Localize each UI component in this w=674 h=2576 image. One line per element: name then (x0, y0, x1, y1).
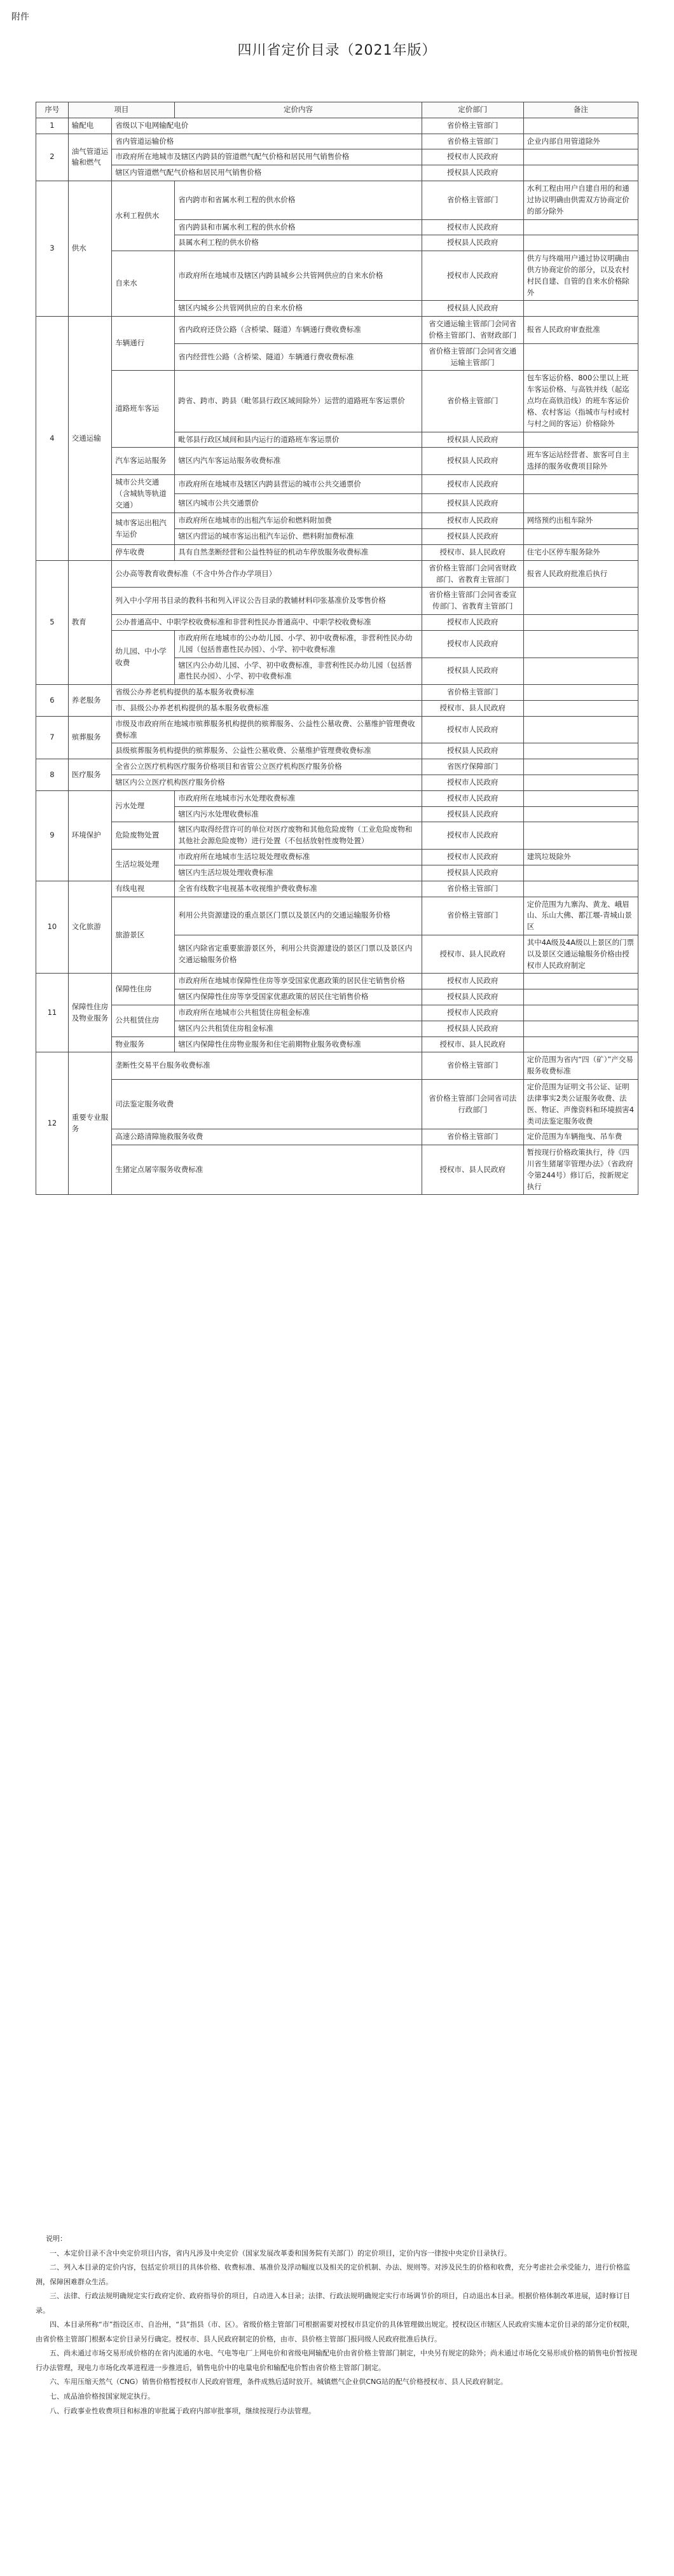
row-dept: 省价格主管部门会同省委宣传部门、省教育主管部门 (422, 588, 523, 615)
row-content: 跨省、跨市、跨县（毗邻县行政区域间除外）运营的道路班车客运票价 (175, 371, 422, 432)
row-content: 省内经营性公路（含桥梁、隧道）车辆通行费收费标准 (175, 343, 422, 371)
row-content: 辖区内城乡公共管网供应的自来水价格 (175, 301, 422, 317)
row-item: 保障性住房及物业服务 (68, 974, 112, 1052)
row-note (523, 806, 638, 822)
row-note: 其中4A级及4A级以上景区的门票以及景区交通运输服务价格由授权市人民政府制定 (523, 935, 638, 973)
notes-section (36, 2232, 638, 2418)
row-content: 公办高等教育收费标准（不含中外合作办学项目） (112, 560, 422, 588)
table-row (36, 850, 638, 865)
row-note (523, 759, 638, 775)
row-dept: 授权市人民政府 (422, 790, 523, 806)
row-dept: 省价格主管部门 (422, 181, 523, 219)
row-subitem: 道路班车客运 (112, 371, 175, 448)
row-subitem: 有线电视 (112, 881, 175, 897)
row-dept: 授权县人民政府 (422, 529, 523, 545)
row-subitem: 城市客运出租汽车运价 (112, 513, 175, 545)
row-dept: 授权县人民政府 (422, 165, 523, 181)
row-note (523, 989, 638, 1005)
row-dept: 省价格主管部门 (422, 1129, 523, 1145)
row-content: 辖区内营运的城市客运出租汽车运价、燃料附加费标准 (175, 529, 422, 545)
row-note (523, 822, 638, 850)
row-note: 水利工程由用户自建自用的和通过协议明确由供需双方协商定价的部分除外 (523, 181, 638, 219)
row-dept: 省医疗保障部门 (422, 759, 523, 775)
row-dept: 授权市人民政府 (422, 822, 523, 850)
row-dept: 授权县人民政府 (422, 806, 523, 822)
table-row (36, 974, 638, 989)
row-item: 教育 (68, 560, 112, 684)
row-dept: 授权市人民政府 (422, 974, 523, 989)
row-content: 省内政府还贷公路（含桥梁、隧道）车辆通行费收费标准 (175, 317, 422, 344)
row-content: 市级及市政府所在地城市殡葬服务机构提供的殡葬服务、公益性公墓收费、公墓维护管理费收费标准 (112, 716, 422, 743)
row-content: 省内管道运输价格 (112, 134, 422, 149)
row-note: 定价范围为车辆拖曳、吊车费 (523, 1129, 638, 1145)
row-dept: 授权市、县人民政府 (422, 700, 523, 716)
row-content: 辖区内保障性住房等享受国家优惠政策的居民住宅销售价格 (175, 989, 422, 1005)
row-seq: 1 (36, 118, 69, 134)
row-note (523, 700, 638, 716)
row-content: 辖区内公共租赁住房租金标准 (175, 1021, 422, 1037)
table-row (36, 897, 638, 935)
row-note: 企业内部自用管道除外 (523, 134, 638, 149)
row-note (523, 588, 638, 615)
row-dept: 授权市人民政府 (422, 716, 523, 743)
row-subitem: 公共租赁住房 (112, 1005, 175, 1037)
row-content: 辖区内汽车客运站服务收费标准 (175, 448, 422, 475)
row-content: 辖区内生活垃圾处理收费标准 (175, 865, 422, 881)
table-row (36, 317, 638, 344)
row-seq: 3 (36, 181, 69, 317)
row-note: 定价范围为证明文书公证、证明法律事实2类公证服务收费、法医、物证、声像资料和环境损害4类司法鉴定服务收费 (523, 1080, 638, 1129)
table-row (36, 630, 638, 658)
row-note (523, 881, 638, 897)
row-item: 环境保护 (68, 790, 112, 881)
row-dept: 省价格主管部门 (422, 371, 523, 432)
row-note (523, 235, 638, 251)
table-header-row (36, 102, 638, 118)
row-note (523, 165, 638, 181)
row-dept: 省价格主管部门会同省交通运输主管部门 (422, 343, 523, 371)
row-content: 市政府所在地城市的公办幼儿园、小学、初中收费标准，非营利性民办幼儿园（包括普惠性民办园）、小学、初中收费标准 (175, 630, 422, 658)
row-seq: 5 (36, 560, 69, 684)
header-dept: 定价部门 (422, 102, 523, 118)
row-dept: 授权市人民政府 (422, 513, 523, 529)
table-row (36, 700, 638, 716)
row-content: 辖区内管道燃气配气价格和居民用气销售价格 (112, 165, 422, 181)
row-note (523, 790, 638, 806)
row-item: 油气管道运输和燃气 (68, 134, 112, 181)
row-note (523, 1005, 638, 1021)
row-item: 交通运输 (68, 317, 112, 561)
table-row (36, 560, 638, 588)
row-subitem: 水利工程供水 (112, 181, 175, 251)
row-note (523, 685, 638, 701)
row-subitem: 自来水 (112, 251, 175, 317)
table-row (36, 743, 638, 759)
row-note: 定价范围为省内“四（矿）”产交易服务收费标准 (523, 1052, 638, 1080)
row-dept: 授权县人民政府 (422, 865, 523, 881)
table-row (36, 1145, 638, 1195)
row-note (523, 343, 638, 371)
row-dept: 省价格主管部门 (422, 897, 523, 935)
row-item: 文化旅游 (68, 881, 112, 974)
row-item: 供水 (68, 181, 112, 317)
row-dept: 省价格主管部门会同省司法行政部门 (422, 1080, 523, 1129)
row-content: 辖区内公办幼儿园、小学、初中收费标准，非营利性民办幼儿园（包括普惠性民办园）、小学、初中收费标准 (175, 658, 422, 685)
row-content: 市政府所在地城市保障性住房等享受国家优惠政策的居民住宅销售价格 (175, 974, 422, 989)
row-content: 辖区内公立医疗机构医疗服务价格 (112, 775, 422, 791)
table-row (36, 1129, 638, 1145)
row-dept: 授权市人民政府 (422, 630, 523, 658)
row-note: 建筑垃圾除外 (523, 850, 638, 865)
row-content: 生猪定点屠宰服务收费标准 (112, 1145, 422, 1195)
row-dept: 授权市、县人民政府 (422, 1037, 523, 1052)
row-subitem: 旅游景区 (112, 897, 175, 974)
row-content: 市、县级公办养老机构提供的基本服务收费标准 (112, 700, 422, 716)
row-content: 辖区内保障性住房物业服务和住宅前期物业服务收费标准 (175, 1037, 422, 1052)
table-row (36, 1052, 638, 1080)
row-note (523, 219, 638, 235)
note-paragraph: 五、尚未通过市场交易形成价格的在省内流通的水电、气电等电厂上网电价和省级电网输配电价由省价格主管部门制定，中央另有规定的除外；尚未通过市场化交易形成价格的销售电价暂按现行办法管理，现电力市场化改革进程进一步推进后，销售电价中的电量电价和输配电价暂由省价格主管部门制定。 (36, 2349, 637, 2372)
row-note (523, 529, 638, 545)
note-paragraph: 三、法律、行政法规明确规定实行政府定价、政府指导价的项目，自动进入本目录；法律、行政法规明确规定实行市场调节价的项目，自动退出本目录。根据价格体制改革进展，适时修订目录。 (36, 2292, 630, 2315)
table-row (36, 615, 638, 631)
appendix-label: 附件 (11, 12, 29, 22)
row-content: 利用公共资源建设的重点景区门票以及景区内的交通运输服务价格 (175, 897, 422, 935)
row-dept: 省价格主管部门 (422, 134, 523, 149)
row-seq: 8 (36, 759, 69, 791)
table-row (36, 448, 638, 475)
row-content: 市政府所在地城市及辖区内跨县营运的城市公共交通票价 (175, 474, 422, 493)
row-note (523, 865, 638, 881)
row-content: 县级殡葬服务机构提供的殡葬服务、公益性公墓收费、公墓维护管理费收费标准 (112, 743, 422, 759)
row-content: 全省公立医疗机构医疗服务价格项目和省管公立医疗机构医疗服务价格 (112, 759, 422, 775)
table-row (36, 165, 638, 181)
row-dept: 授权县人民政府 (422, 448, 523, 475)
price-catalog-table (36, 102, 638, 1195)
note-paragraph: 六、车用压缩天然气（CNG）销售价格暂授权市人民政府管理，条件成熟后适时放开。城镇燃气企业供CNG站的配气价格授权市、县人民政府制定。 (50, 2378, 507, 2387)
table-row (36, 881, 638, 897)
row-content: 全省有线数字电视基本收视维护费收费标准 (175, 881, 422, 897)
table-row (36, 371, 638, 432)
row-content: 省级以下电网输配电价 (112, 118, 422, 134)
header-item: 项目 (68, 102, 175, 118)
table-row (36, 790, 638, 806)
row-seq: 2 (36, 134, 69, 181)
row-note: 定价范围为九寨沟、黄龙、峨眉山、乐山大佛、都江堰-青城山景区 (523, 897, 638, 935)
row-note: 供方与终端用户通过协议明确由供方协商定价的部分，以及农村村民自建、自管的自来水价格除外 (523, 251, 638, 301)
table-row (36, 545, 638, 561)
row-item: 殡葬服务 (68, 716, 112, 759)
row-subitem: 危险废物处置 (112, 822, 175, 850)
row-note: 班车客运站经营者、旅客可自主选择的服务收费项目除外 (523, 448, 638, 475)
row-item: 养老服务 (68, 685, 112, 717)
row-dept: 省价格主管部门 (422, 1052, 523, 1080)
table-row (36, 474, 638, 493)
row-note (523, 432, 638, 448)
document-title: 四川省定价目录（2021年版） (237, 43, 437, 59)
row-content: 列入中小学用书目录的教科书和列入评议公告目录的教辅材料印张基准价及零售价格 (112, 588, 422, 615)
header-note: 备注 (523, 102, 638, 118)
row-dept: 授权县人民政府 (422, 658, 523, 685)
row-subitem: 幼儿园、中小学收费 (112, 630, 175, 684)
table-row (36, 513, 638, 529)
row-content: 省内跨县和市属水利工程的供水价格 (175, 219, 422, 235)
row-seq: 7 (36, 716, 69, 759)
row-note: 包车客运价格、800公里以上班车客运价格、与高铁并线（起迄点均在高铁沿线）的班车客运价格、农村客运（指城市与村或村与村之间的客运）价格除外 (523, 371, 638, 432)
row-dept: 授权市人民政府 (422, 1005, 523, 1021)
row-seq: 9 (36, 790, 69, 881)
row-note: 网络预约出租车除外 (523, 513, 638, 529)
row-content: 高速公路清障施救服务收费 (112, 1129, 422, 1145)
table-row (36, 1037, 638, 1052)
row-note (523, 118, 638, 134)
row-item: 重要专业服务 (68, 1052, 112, 1195)
row-dept: 授权县人民政府 (422, 301, 523, 317)
row-content: 毗邻县行政区域间和县内运行的道路班车客运票价 (175, 432, 422, 448)
table-row (36, 685, 638, 701)
notes-title: 说明： (46, 2235, 67, 2243)
row-note (523, 974, 638, 989)
row-dept: 授权县人民政府 (422, 1021, 523, 1037)
row-content: 辖区内城市公共交通票价 (175, 494, 422, 513)
row-dept: 授权市人民政府 (422, 775, 523, 791)
row-dept: 授权县人民政府 (422, 743, 523, 759)
row-seq: 6 (36, 685, 69, 717)
row-note (523, 658, 638, 685)
row-note (523, 615, 638, 631)
row-subitem: 物业服务 (112, 1037, 175, 1052)
row-content: 公办普通高中、中职学校收费标准和非营利性民办普通高中、中职学校收费标准 (112, 615, 422, 631)
row-content: 市政府所在地城市及辖区内跨县城乡公共管网供应的自来水价格 (175, 251, 422, 301)
row-dept: 授权市人民政府 (422, 149, 523, 165)
row-content: 市政府所在地城市生活垃圾处理收费标准 (175, 850, 422, 865)
row-note (523, 743, 638, 759)
row-dept: 授权县人民政府 (422, 235, 523, 251)
row-content: 市政府所在地城市污水处理收费标准 (175, 790, 422, 806)
row-dept: 授权市、县人民政府 (422, 545, 523, 561)
note-paragraph: 二、列入本目录的定价内容，包括定价项目的具体价格、收费标准、基准价及浮动幅度以及相关的定价机制、办法、规则等。对涉及民生的价格和收费，充分考虑社会承受能力，进行价格监测，保障困难群众生活。 (36, 2263, 630, 2286)
row-dept: 省价格主管部门 (422, 685, 523, 701)
row-seq: 12 (36, 1052, 69, 1195)
row-content: 市政府所在地城市公共租赁住房租金标准 (175, 1005, 422, 1021)
table-row (36, 251, 638, 301)
header-seq: 序号 (36, 102, 69, 118)
row-content: 市政府所在地城市的出租汽车运价和燃料附加费 (175, 513, 422, 529)
row-subitem: 生活垃圾处理 (112, 850, 175, 881)
table-row (36, 181, 638, 219)
row-content: 辖区内除省定重要旅游景区外，利用公共资源建设的景区门票以及景区内交通运输服务价格 (175, 935, 422, 973)
header-content: 定价内容 (175, 102, 422, 118)
row-content: 省内跨市和省属水利工程的供水价格 (175, 181, 422, 219)
row-dept: 授权市、县人民政府 (422, 1145, 523, 1195)
row-seq: 4 (36, 317, 69, 561)
row-dept: 授权县人民政府 (422, 989, 523, 1005)
row-dept: 授权市人民政府 (422, 615, 523, 631)
row-subitem: 停车收费 (112, 545, 175, 561)
row-content: 司法鉴定服务收费 (112, 1080, 422, 1129)
row-dept: 授权市人民政府 (422, 850, 523, 865)
note-paragraph: 七、成品油价格按国家规定执行。 (50, 2392, 155, 2401)
note-paragraph: 四、本目录所称“市”指设区市、自治州，“县”指县（市、区）。省级价格主管部门可根据需要对授权市县定价的具体管理做出规定。授权设区市辖区人民政府实施本定价目录的部分定价权限，由省价格主管部门根据本定价目录另行确定。授权市、县人民政府制定的价格，由市、县价格主管部门报同级人民政府批准后执行。 (36, 2320, 635, 2343)
row-note (523, 474, 638, 493)
table-row (36, 716, 638, 743)
row-note (523, 716, 638, 743)
row-note (523, 630, 638, 658)
row-subitem: 车辆通行 (112, 317, 175, 371)
row-dept: 授权县人民政府 (422, 432, 523, 448)
row-dept: 省价格主管部门会同省财政部门、省教育主管部门 (422, 560, 523, 588)
row-content: 辖区内污水处理收费标准 (175, 806, 422, 822)
row-content: 具有自然垄断经营和公益性特征的机动车停放服务收费标准 (175, 545, 422, 561)
row-item: 医疗服务 (68, 759, 112, 791)
table-row (36, 118, 638, 134)
table-row (36, 822, 638, 850)
table-row (36, 149, 638, 165)
table-row (36, 759, 638, 775)
row-item: 输配电 (68, 118, 112, 134)
row-note (523, 775, 638, 791)
row-dept: 授权市、县人民政府 (422, 935, 523, 973)
table-row (36, 588, 638, 615)
row-note (523, 1037, 638, 1052)
table-row (36, 1005, 638, 1021)
row-note (523, 494, 638, 513)
row-note (523, 301, 638, 317)
row-subitem: 城市公共交通（含城轨等轨道交通） (112, 474, 175, 513)
row-subitem: 保障性住房 (112, 974, 175, 1005)
row-note: 暂按现行价格政策执行，待《四川省生猪屠宰管理办法》（省政府令第244号）修订后，按新规定执行 (523, 1145, 638, 1195)
row-dept: 省价格主管部门 (422, 881, 523, 897)
row-content: 辖区内取得经营许可的单位对医疗废物和其他危险废物（工业危险废物和其他社会源危险废物）进行处置（不包括放射性废物处置） (175, 822, 422, 850)
row-subitem: 汽车客运站服务 (112, 448, 175, 475)
row-content: 市政府所在地城市及辖区内跨县的管道燃气配气价格和居民用气销售价格 (112, 149, 422, 165)
row-content: 省级公办养老机构提供的基本服务收费标准 (112, 685, 422, 701)
row-dept: 授权市人民政府 (422, 219, 523, 235)
row-dept: 授权市人民政府 (422, 474, 523, 493)
row-note: 报省人民政府审查批准 (523, 317, 638, 344)
row-content: 垄断性交易平台服务收费标准 (112, 1052, 422, 1080)
table-row (36, 775, 638, 791)
note-paragraph: 一、本定价目录不含中央定价项目内容，省内凡涉及中央定价（国家发展改革委和国务院有关部门）的定价项目，定价内容一律按中央定价目录执行。 (50, 2249, 511, 2257)
row-seq: 11 (36, 974, 69, 1052)
table-row (36, 1080, 638, 1129)
row-note (523, 1021, 638, 1037)
note-paragraph: 八、行政事业性收费项目和标准的审批属于政府内部审批事项，继续按现行办法管理。 (50, 2406, 315, 2415)
row-dept: 授权市人民政府 (422, 251, 523, 301)
row-note: 报省人民政府批准后执行 (523, 560, 638, 588)
row-dept: 省价格主管部门 (422, 118, 523, 134)
row-subitem: 污水处理 (112, 790, 175, 822)
row-note: 住宅小区停车服务除外 (523, 545, 638, 561)
table-row (36, 134, 638, 149)
row-note (523, 149, 638, 165)
row-dept: 授权县人民政府 (422, 494, 523, 513)
row-dept: 省交通运输主管部门会同省价格主管部门、省财政部门 (422, 317, 523, 344)
row-seq: 10 (36, 881, 69, 974)
row-content: 县属水利工程的供水价格 (175, 235, 422, 251)
